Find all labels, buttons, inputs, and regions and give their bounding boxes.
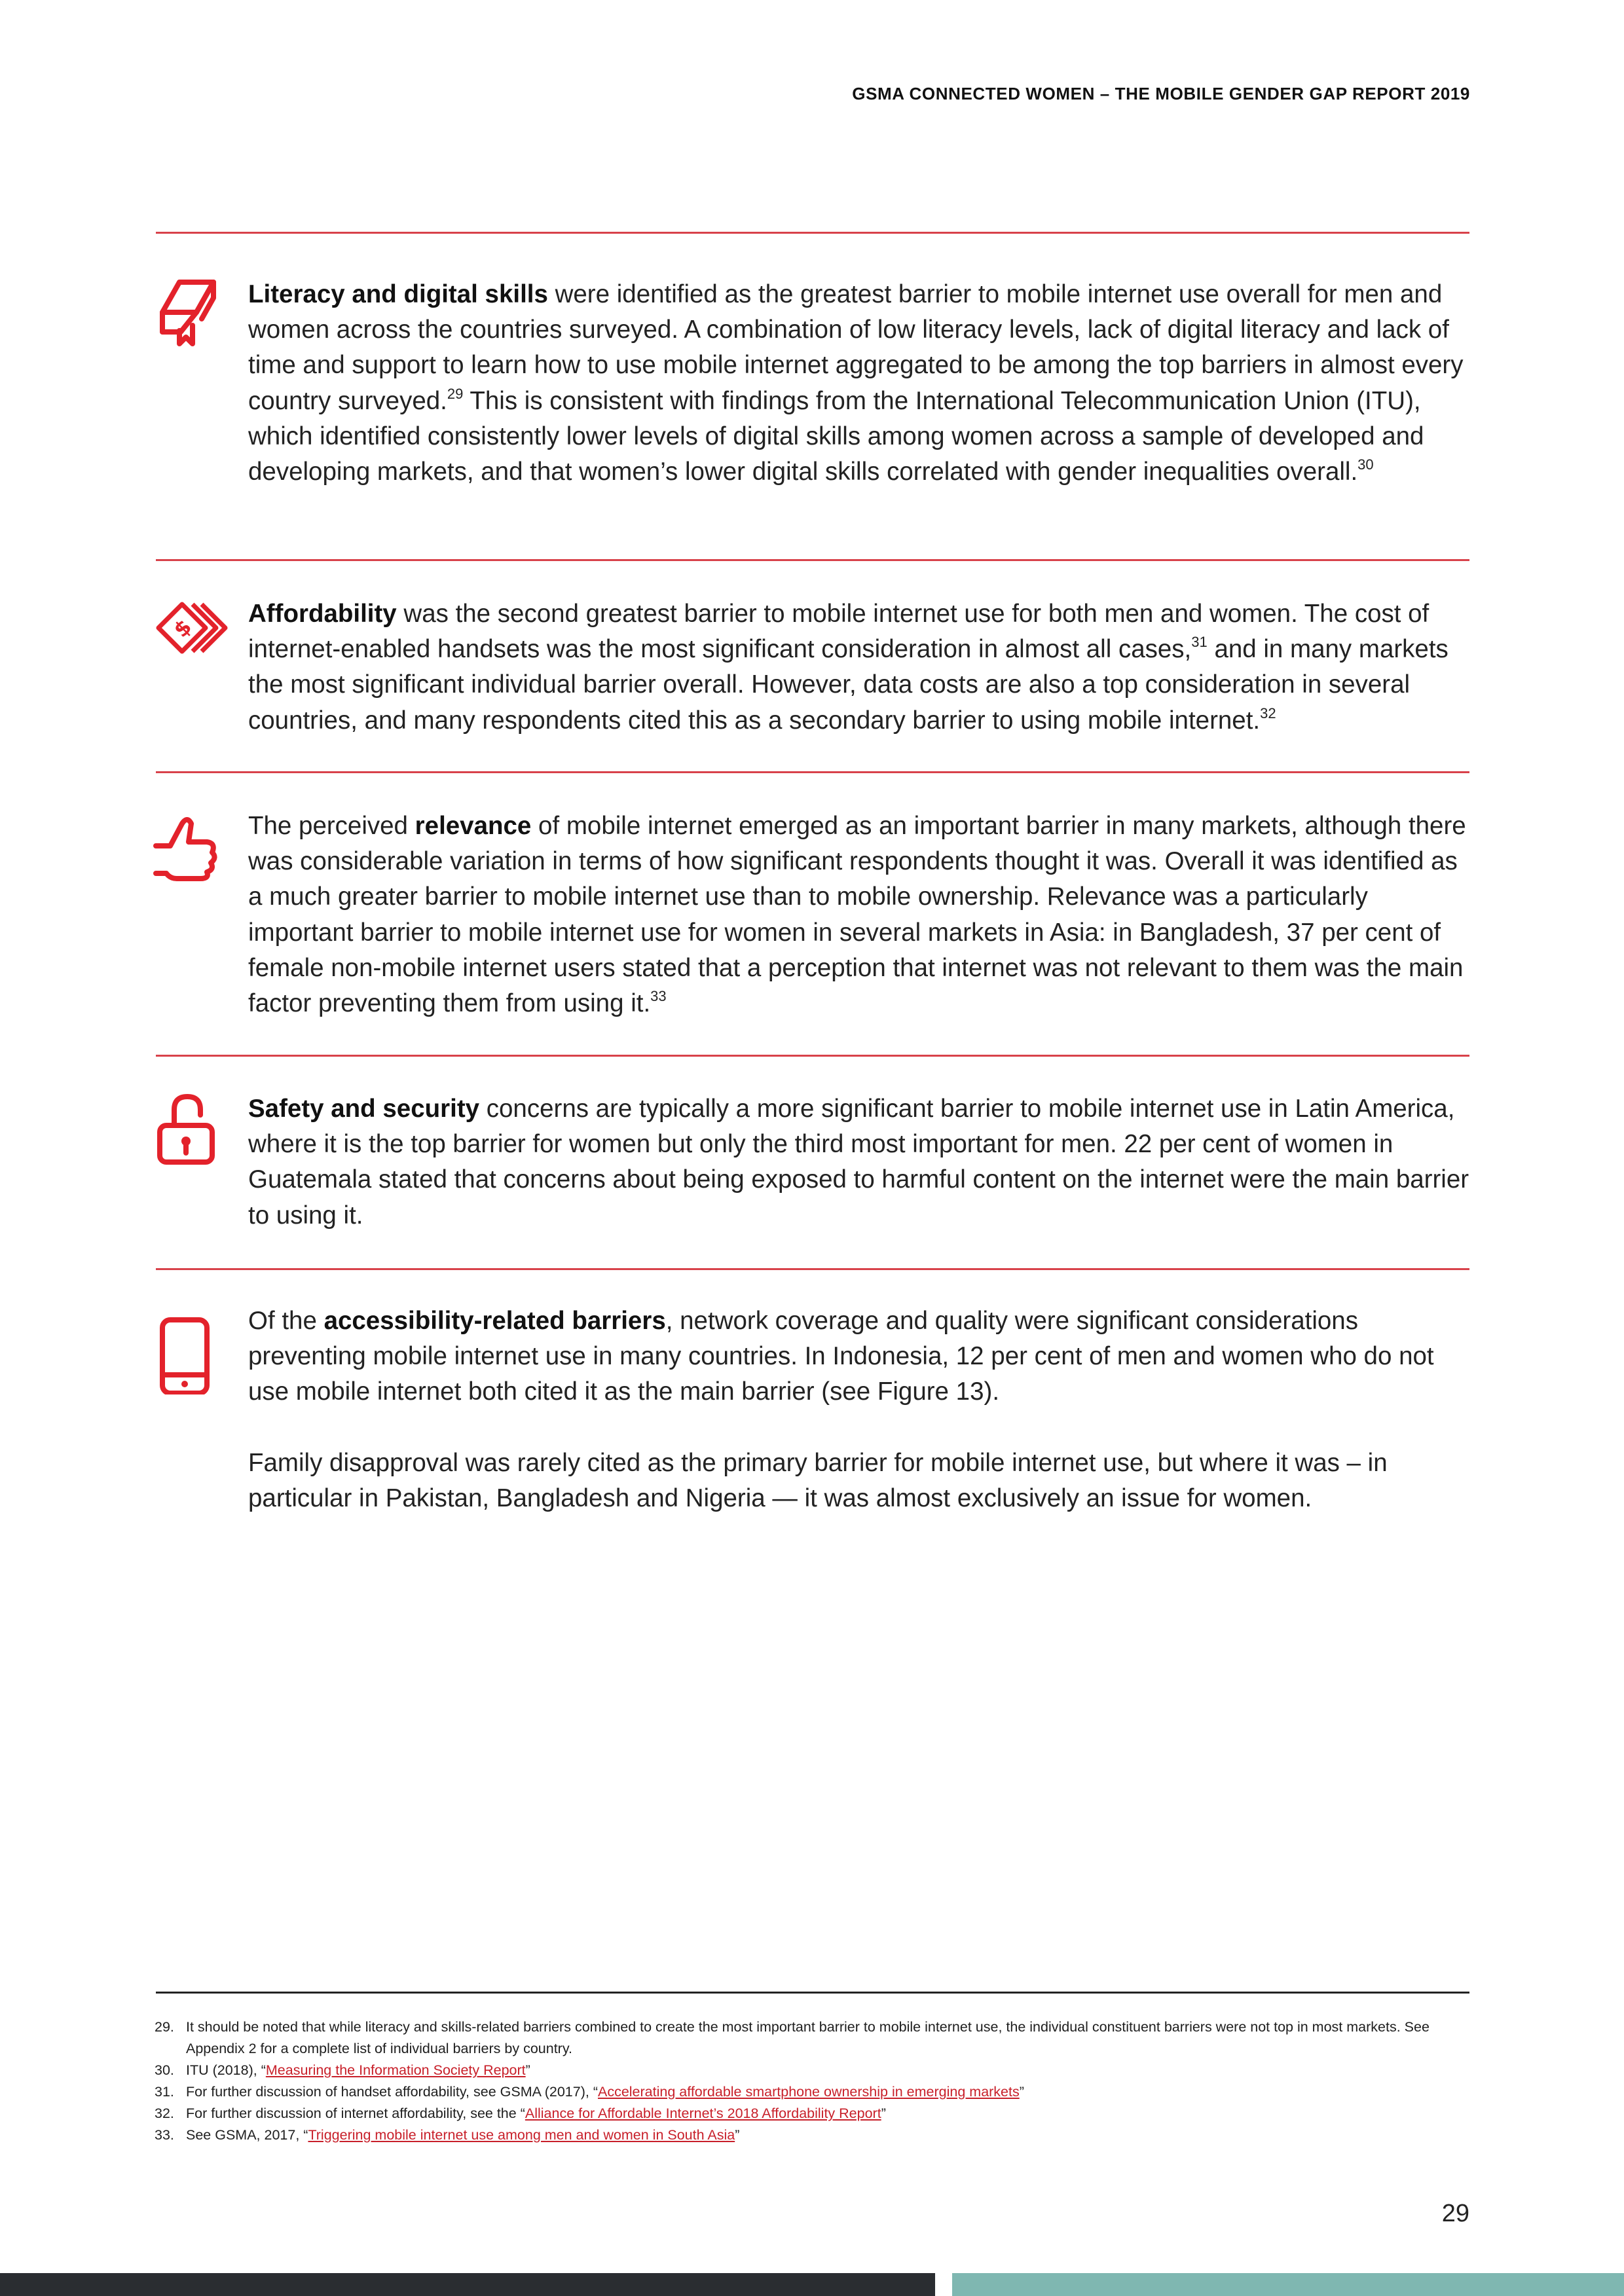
affordability-paragraph [248,596,1473,738]
relevance-text-1: of mobile internet emerged as an important barrier in many markets, although there was considerable variation in terms of how significant respondents thought it was. Overall it was identified as a much greater barrier to mobile internet use than to mobile ownership. Relevance was a particularly important barrier to mobile internet use for women in several markets in Asia: in Bangladesh, 37 per cent of female non-mobile internet users stated that a perception that internet was not relevant to them was the main factor preventing them from using it. [248,812,1466,1018]
footnote-ref-29: 29 [447,385,464,402]
accessibility-paragraph [248,1303,1473,1410]
footnote-31 [155,2081,1471,2103]
footnote-link-smartphone-ownership[interactable]: Accelerating affordable smartphone ownership in emerging markets [597,2084,1020,2100]
footnote-number: 33. [155,2127,174,2143]
mobile-phone-icon [151,1316,223,1394]
relevance-text-pre: The perceived [248,812,415,840]
literacy-text-2: This is consistent with findings from the International Telecommunication Union (ITU), which identified consistently lower levels of digital skills among women across a sample of developed and developing markets, and that women’s lower digital skills correlated with gender inequalities overall. [248,386,1424,486]
footnote-32 [155,2103,1471,2124]
section-divider [156,771,1469,773]
footnote-number: 32. [155,2105,174,2121]
literacy-text-1: were identified as the greatest barrier to mobile internet use overall for men and women across the countries surveyed. A combination of low literacy levels, lack of digital literacy and lack of time and support to learn how to use mobile internet aggregated to be among the top barriers in almost every country surveyed. [248,280,1464,415]
safety-paragraph [248,1091,1473,1233]
footnote-text: For further discussion of handset affordability, see GSMA (2017), “ [186,2084,598,2100]
thumbs-up-icon [151,811,223,889]
footnote-text: ” [881,2105,886,2121]
literacy-paragraph [248,277,1473,490]
footnote-ref-32: 32 [1260,704,1276,721]
section-divider [156,559,1469,561]
footnote-text: It should be noted that while literacy and skills-related barriers combined to create the most important barrier to mobile internet use, the individual constituent barriers were not top in most markets. See Appendix 2 for a complete list of individual barriers by country. [186,2019,1430,2056]
relevance-heading: relevance [415,812,532,840]
affordability-text-2: and in many markets the most significant individual barrier overall. However, data costs are also a top consideration in several countries, and many respondents cited this as a secondary barrier to using mobile internet. [248,635,1449,735]
family-text-1: Family disapproval was rarely cited as the primary barrier for mobile internet use, but where it was – in particular in Pakistan, Bangladesh and Nigeria — it was almost exclusively an issue for women. [248,1449,1388,1513]
footnote-ref-30: 30 [1357,456,1374,473]
footnote-29 [155,2016,1471,2060]
footnote-divider [156,1992,1469,1994]
footnote-text: For further discussion of internet affordability, see the “ [186,2105,525,2121]
accessibility-text-1: , network coverage and quality were significant considerations preventing mobile internet use in many countries. In Indonesia, 12 per cent of men and women who do not use mobile internet both cited it as the main barrier (see Figure 13). [248,1307,1434,1406]
footer-bar-dark [0,2273,935,2296]
affordability-text-1: was the second greatest barrier to mobile internet use for both men and women. The cost of internet-enabled handsets was the most significant consideration in almost all cases, [248,600,1430,664]
section-divider [156,232,1469,234]
svg-text:$: $ [168,614,197,643]
book-icon [151,272,223,350]
relevance-paragraph [248,809,1473,1021]
affordability-heading: Affordability [248,600,397,628]
footnote-link-itu-report[interactable]: Measuring the Information Society Report [265,2062,526,2078]
footnotes [155,2016,1471,2146]
section-divider [156,1268,1469,1270]
running-header: GSMA CONNECTED WOMEN – THE MOBILE GENDER GAP REPORT 2019 [852,84,1470,103]
footnote-ref-31: 31 [1191,634,1208,651]
footnote-number: 30. [155,2062,174,2078]
footnote-text: ” [525,2062,530,2078]
family-paragraph [248,1446,1473,1516]
footnote-text: ” [1019,2084,1024,2100]
footnote-text: See GSMA, 2017, “ [186,2127,308,2143]
footnote-text: ” [735,2127,740,2143]
footnote-30 [155,2060,1471,2081]
literacy-heading: Literacy and digital skills [248,280,548,308]
footnote-number: 29. [155,2019,174,2035]
footnote-ref-33: 33 [650,988,667,1005]
safety-text-1: concerns are typically a more significant barrier to mobile internet use in Latin America, where it is the top barrier for women but only the third most important for men. 22 per cent of women in Guatemala stated that concerns about being exposed to harmful content on the internet were the main barrier to using it. [248,1095,1469,1230]
footnote-text: ITU (2018), “ [186,2062,266,2078]
footer-bar-teal [952,2273,1624,2296]
accessibility-heading: accessibility-related barriers [323,1307,666,1335]
page-number: 29 [1441,2200,1469,2227]
money-icon [140,592,232,671]
accessibility-text-pre: Of the [248,1307,324,1335]
footnote-33 [155,2124,1471,2146]
unlocked-padlock-icon [151,1090,223,1169]
footnote-link-affordability-report[interactable]: Alliance for Affordable Internet’s 2018 Affordability Report [525,2105,881,2121]
safety-heading: Safety and security [248,1095,480,1123]
footnote-number: 31. [155,2084,174,2100]
footnote-link-south-asia[interactable]: Triggering mobile internet use among men and women in South Asia [308,2127,735,2143]
section-divider [156,1055,1469,1057]
